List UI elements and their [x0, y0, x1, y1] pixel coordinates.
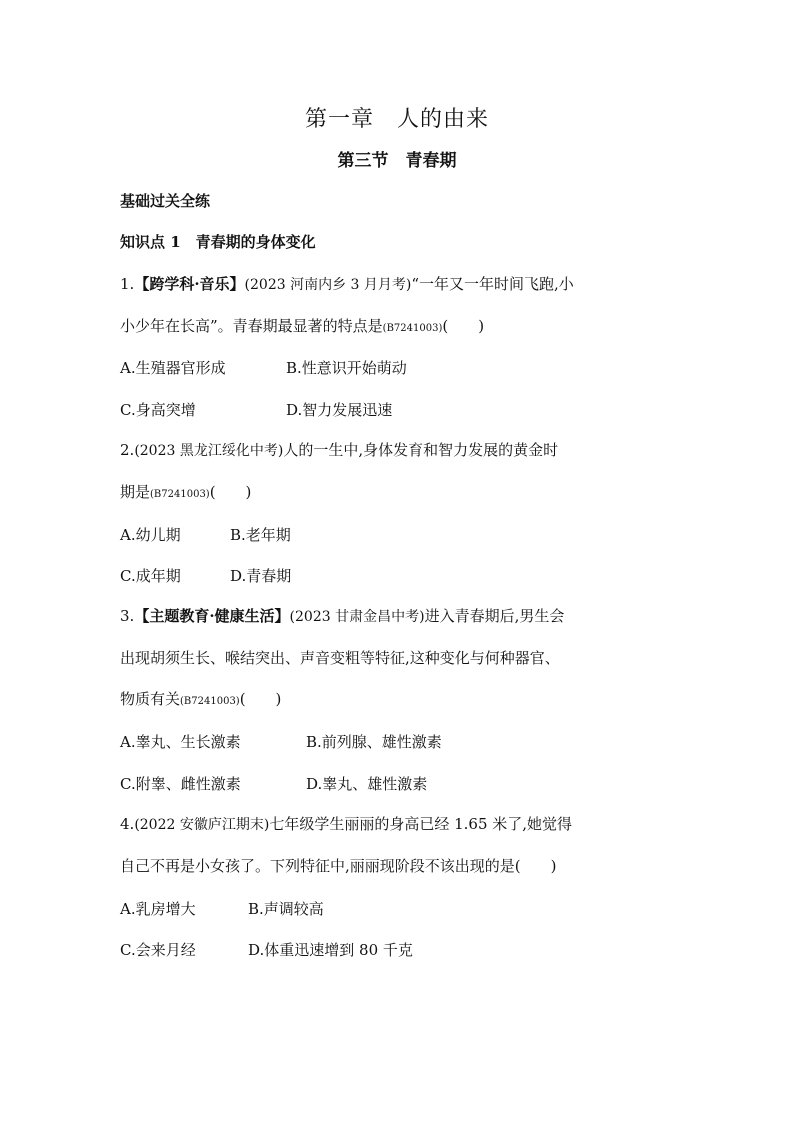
question-2-line-2 — [120, 472, 680, 515]
question-3-line-1 — [120, 596, 700, 638]
question-4 — [120, 804, 700, 887]
question-2-line-1 — [120, 430, 680, 472]
question-text: 物质有关 — [120, 690, 181, 708]
option-d: D.体重迅速增到 80 千克 — [248, 941, 413, 959]
knowledge-heading: 知识点 1 青春期的身体变化 — [120, 233, 316, 251]
question-4-options-row-1 — [120, 898, 324, 919]
question-2-options-row-2 — [120, 565, 291, 586]
question-text: 小少年在长高”。青春期最显著的特点是 — [120, 317, 383, 335]
question-number: 3. — [120, 607, 135, 625]
question-3-options-row-2 — [120, 773, 427, 794]
question-text: 出现胡须生长、喉结突出、声音变粗等特征,这种变化与何种器官、 — [120, 649, 560, 667]
question-tag: 【主题教育·健康生活】 — [134, 607, 290, 625]
question-2 — [120, 430, 680, 515]
option-b: B.老年期 — [230, 526, 291, 544]
question-code: (B7241003) — [180, 696, 240, 707]
question-text: 进入青春期后,男生会 — [424, 607, 565, 625]
question-1-options-row-2 — [120, 399, 392, 420]
question-source: (2023 黑龙江绥化中考) — [134, 443, 284, 459]
question-1-options-row-1 — [120, 357, 407, 378]
answer-blank: ( ) — [514, 857, 557, 875]
option-a: A.幼儿期 — [120, 526, 181, 544]
question-3 — [120, 596, 700, 722]
question-4-line-2 — [120, 846, 700, 887]
option-a: A.生殖器官形成 — [120, 359, 226, 377]
question-2-options-row-1 — [120, 524, 291, 545]
answer-blank: ( ) — [442, 317, 485, 335]
question-code: (B7241003) — [382, 323, 443, 334]
question-3-line-3 — [120, 679, 700, 722]
question-code: (B7241003) — [150, 489, 210, 500]
option-a: A.睾丸、生长激素 — [120, 733, 241, 751]
chapter-title: 第一章 人的由来 — [304, 107, 489, 132]
question-text: 人的一生中,身体发育和智力发展的黄金时 — [283, 441, 559, 459]
option-d: D.青春期 — [230, 567, 292, 585]
option-c: C.附睾、雌性激素 — [120, 775, 241, 793]
question-number: 1. — [120, 275, 135, 293]
option-b: B.前列腺、雄性激素 — [306, 733, 442, 751]
option-c: C.会来月经 — [120, 941, 196, 959]
question-1-line-1 — [120, 264, 680, 306]
question-4-line-1 — [120, 804, 700, 846]
option-d: D.智力发展迅速 — [286, 401, 393, 419]
question-source: (2023 河南内乡 3 月月考) — [244, 277, 412, 293]
option-c: C.身高突增 — [120, 401, 196, 419]
question-source: (2023 甘肃金昌中考) — [289, 609, 425, 625]
question-text: 期是 — [120, 483, 151, 501]
question-text: 自己不再是小女孩了。下列特征中,丽丽现阶段不该出现的是 — [120, 857, 515, 875]
question-3-line-2 — [120, 638, 700, 679]
option-a: A.乳房增大 — [120, 900, 196, 918]
answer-blank: ( ) — [209, 483, 252, 501]
option-b: B.性意识开始萌动 — [286, 359, 407, 377]
option-b: B.声调较高 — [248, 900, 324, 918]
option-c: C.成年期 — [120, 567, 181, 585]
question-text: 七年级学生丽丽的身高已经 1.65 米了,她觉得 — [269, 815, 573, 833]
question-3-options-row-1 — [120, 731, 442, 752]
question-tag: 【跨学科·音乐】 — [134, 275, 245, 293]
answer-blank: ( ) — [239, 690, 282, 708]
question-number: 2. — [120, 441, 135, 459]
section-title: 第三节 青春期 — [337, 151, 457, 171]
question-text: “一年又一年时间飞跑,小 — [411, 275, 574, 293]
question-1-line-2 — [120, 306, 680, 349]
option-d: D.睾丸、雄性激素 — [306, 775, 428, 793]
question-1 — [120, 264, 680, 349]
practice-heading: 基础过关全练 — [120, 192, 211, 210]
question-number: 4. — [120, 815, 135, 833]
question-source: (2022 安徽庐江期末) — [134, 817, 270, 833]
question-4-options-row-2 — [120, 939, 413, 960]
